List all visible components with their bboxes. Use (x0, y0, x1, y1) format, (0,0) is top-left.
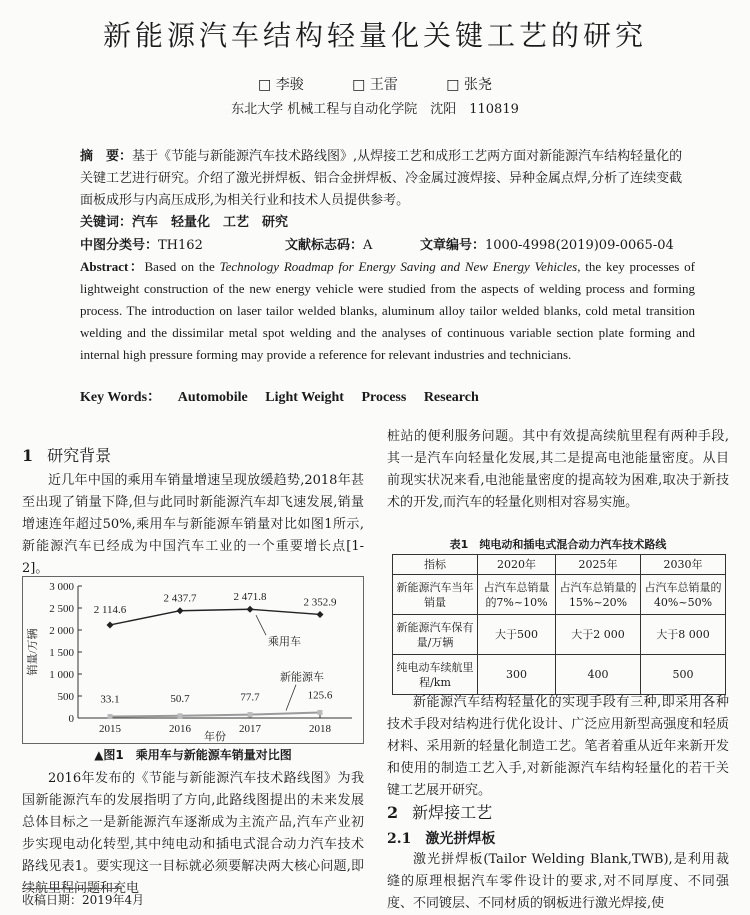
x-tick-label: 2016 (169, 723, 191, 735)
table-cell: 占汽车总销量的15%~20% (556, 575, 641, 615)
figure-1-caption: ▲图1 乘用车与新能源车销量对比图 (94, 748, 292, 762)
series-marker (178, 713, 183, 718)
abstract-en-roadmap: Technology Roadmap for Energy Saving and New Energy Vehicles (219, 259, 578, 274)
y-tick-label: 500 (57, 691, 74, 703)
x-axis-label: 年份 (204, 731, 226, 743)
data-label: 77.7 (240, 691, 260, 704)
clc-label: 中图分类号： (80, 238, 159, 253)
section-title: 研究背景 (47, 446, 112, 465)
section-2-1-heading (387, 828, 495, 848)
y-tick-label: 3 000 (49, 581, 74, 593)
table-1-caption: 表1 纯电动和插电式混合动力汽车技术路线 (449, 538, 667, 551)
data-label: 2 114.6 (93, 603, 127, 616)
abstract-en-text-1: Based on the (144, 259, 220, 274)
received-date: 收稿日期：2019年4月 (22, 893, 145, 907)
affiliation: 东北大学 机械工程与自动化学院 沈阳 110819 (231, 102, 519, 117)
keyword: Research (423, 390, 479, 405)
author-name: □ 张尧 (446, 77, 492, 93)
section-number: 1 (22, 446, 34, 465)
article-field (420, 234, 674, 253)
table-cell: 大于500 (478, 615, 556, 655)
data-label: 2 437.7 (163, 592, 197, 605)
figure-1-chart (22, 576, 364, 744)
table-row (393, 615, 726, 655)
clc-value: TH162 (158, 238, 203, 253)
table-1 (392, 554, 726, 695)
right-paragraph-2: 新能源汽车结构轻量化的实现手段有三种,即采用各种技术手段对结构进行优化设计、广泛应用新型高强度和轻质材料、采用新的轻量化制造工艺。笔者着重从近年来新开发和使用的制造工艺入手,对新能源汽车结构轻量化的若干关键工艺展开研究。 (387, 695, 729, 798)
section-title: 新焊接工艺 (412, 803, 493, 822)
x-tick-label: 2018 (309, 723, 331, 735)
keyword: Process (361, 390, 407, 405)
author-list (0, 74, 750, 94)
x-tick-label: 2017 (239, 723, 261, 735)
data-label: 2 471.8 (233, 591, 267, 604)
y-tick-label: 1 500 (49, 647, 74, 659)
abstract-en-label: Abstract： (80, 259, 145, 274)
y-tick-label: 0 (68, 713, 74, 725)
y-tick-label: 2 000 (49, 625, 74, 637)
series-marker (248, 712, 253, 717)
data-label: 2 352.9 (303, 596, 337, 609)
keyword: Automobile (177, 390, 248, 405)
table-cell: 300 (478, 655, 556, 695)
data-label: 33.1 (100, 693, 120, 706)
section-2-heading (387, 800, 492, 823)
clc-field (80, 234, 203, 253)
series-marker (317, 611, 324, 618)
abstract-cn-text: 基于《节能与新能源汽车技术路线图》,从焊接工艺和成形工艺两方面对新能源汽车结构轻量化的关键工艺进行研究。介绍了激光拼焊板、铝合金拼焊板、冷金属过渡焊接、异种金属点焊,分析了连续变截面板成形与内高压成形,为相关行业和技术人员提供参考。 (80, 149, 683, 208)
table-row (393, 655, 726, 695)
doc-label: 文献标志码： (285, 238, 364, 253)
doc-value: A (363, 238, 373, 253)
table-header-cell: 指标 (393, 555, 478, 575)
table-cell: 大于2 000 (556, 615, 641, 655)
right-paragraph-1: 桩站的便利服务问题。其中有效提高续航里程有两种手段,其一是汽车向轻量化发展,其二是提高电池能量密度。从目前现实状况来看,电池能量密度的提高较为困难,取决于新技术的开发,而汽车的轻量化则相对容易实施。 (387, 429, 729, 510)
section-number: 2 (387, 803, 399, 822)
paper-title: 新能源汽车结构轻量化关键工艺的研究 (102, 19, 647, 52)
y-tick-label: 1 000 (49, 669, 74, 681)
abstract-en (80, 256, 695, 366)
series-name-label: 新能源车 (280, 671, 324, 684)
table-cell: 纯电动车续航里程/km (393, 655, 478, 695)
y-tick-label: 2 500 (49, 603, 74, 615)
table-header-cell: 2025年 (556, 555, 641, 575)
series-marker (318, 710, 323, 715)
series-leader-line (286, 685, 296, 711)
doc-field (285, 234, 372, 253)
table-cell: 大于8 000 (641, 615, 726, 655)
left-paragraph-2: 2016年发布的《节能与新能源汽车技术路线图》为我国新能源汽车的发展指明了方向,此路线图提出的未来发展总体目标之一是新能源汽车逐渐成为主流产品,汽车产业初步实现电动化转型,其中纯电动和插电式混合动力汽车技术路线见表1。要实现这一目标就必须要解决两大核心问题,即续航里程问题和充电 (22, 771, 364, 896)
keyword: Light Weight (265, 390, 344, 405)
table-cell: 400 (556, 655, 641, 695)
series-marker (107, 621, 114, 628)
footnote-divider (22, 888, 122, 889)
abstract-cn (80, 146, 695, 212)
keywords-cn (80, 212, 695, 234)
table-cell: 新能源汽车保有量/万辆 (393, 615, 478, 655)
series-name-label: 乘用车 (268, 636, 301, 649)
series-line (110, 609, 320, 625)
keywords-en (80, 386, 695, 406)
table-cell: 占汽车总销量的7%~10% (478, 575, 556, 615)
series-marker (108, 714, 113, 719)
keywords-cn-text: 汽车 轻量化 工艺 研究 (132, 215, 289, 230)
table-row (393, 575, 726, 615)
data-label: 125.6 (307, 689, 333, 702)
section-2-1-paragraph: 激光拼焊板(Tailor Welding Blank,TWB),是利用裁缝的原理根据汽车零件设计的要求,对不同厚度、不同强度、不同镀层、不同材质的钢板进行激光焊接,使 (387, 852, 729, 911)
article-value: 1000-4998(2019)09-0065-04 (485, 238, 674, 253)
series-leader-line (256, 615, 266, 635)
series-line (110, 712, 320, 716)
table-header-row (393, 555, 726, 575)
table-cell: 新能源汽车当年销量 (393, 575, 478, 615)
section-1-paragraph-1: 近几年中国的乘用车销量增速呈现放缓趋势,2018年甚至出现了销量下降,但与此同时新能源汽车却飞速发展,销量增速连年超过50%,乘用车与新能源车销量对比如图1所示,新能源汽车已经成为中国汽车工业的一个重要增长点[1-2]。 (22, 473, 364, 576)
y-axis-label: 销量/万辆 (27, 628, 39, 676)
section-number: 2.1 (387, 831, 412, 847)
series-marker (247, 606, 254, 613)
table-header-cell: 2030年 (641, 555, 726, 575)
table-cell: 占汽车总销量的40%~50% (641, 575, 726, 615)
table-cell: 500 (641, 655, 726, 695)
author-name: □ 李骏 (258, 77, 304, 93)
table-header-cell: 2020年 (478, 555, 556, 575)
section-title: 激光拼焊板 (425, 831, 496, 847)
abstract-cn-label: 摘 要： (80, 149, 133, 164)
keywords-cn-label: 关键词： (80, 215, 133, 230)
section-1-heading (22, 443, 111, 466)
data-label: 50.7 (170, 692, 190, 705)
abstract-en-text-2: , the key processes of lightweight construction of the new energy vehicle were studied from the aspects of welding process and forming process. The introduction on laser tailor welded blanks, aluminum alloy tailor welded blanks, cold metal transition welding and the dissimilar metal spot welding and the analyses of continuous variable section plate forming and internal high pressure forming may provide a reference for relevant industries and technicians. (80, 259, 695, 362)
x-tick-label: 2015 (99, 723, 121, 735)
author-name: □ 王雷 (352, 77, 398, 93)
article-label: 文章编号： (420, 238, 486, 253)
keywords-en-label: Key Words： (80, 390, 162, 405)
series-marker (177, 607, 184, 614)
